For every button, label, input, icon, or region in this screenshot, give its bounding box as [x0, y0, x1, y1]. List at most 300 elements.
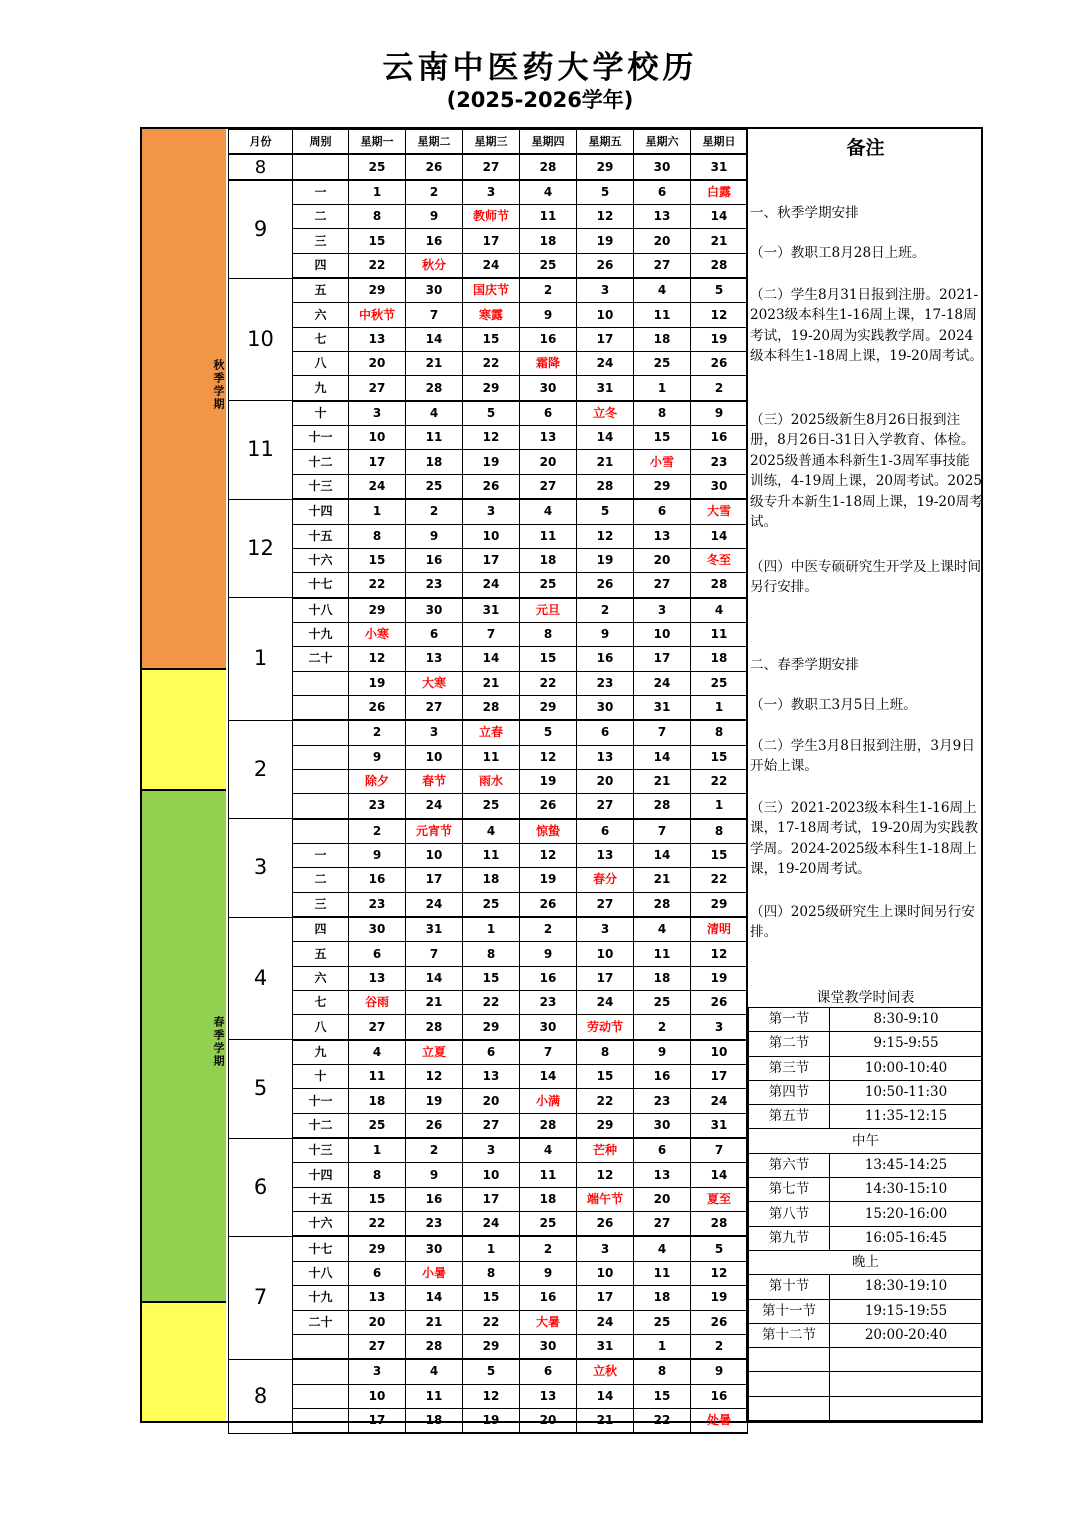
day-cell: 20: [634, 548, 691, 572]
class-time-row: [749, 1178, 983, 1202]
day-cell: 26: [691, 991, 748, 1015]
day-cell: 24: [463, 1212, 520, 1237]
day-cell: 9: [634, 1040, 691, 1065]
week-number-cell: 九: [293, 1040, 349, 1065]
day-cell: 22: [577, 1089, 634, 1113]
day-cell: 17: [406, 868, 463, 892]
day-cell: 21: [406, 991, 463, 1015]
day-cell: 18: [634, 966, 691, 990]
holiday-cell: 小雪: [634, 450, 691, 474]
day-cell: 5: [463, 1359, 520, 1384]
class-period-label: [749, 1348, 830, 1372]
week-number-cell: 十四: [293, 1163, 349, 1187]
day-cell: 14: [691, 205, 748, 229]
day-cell: 25: [634, 991, 691, 1015]
day-cell: 30: [349, 917, 406, 942]
week-number-cell: 十二: [293, 450, 349, 474]
day-cell: 3: [691, 1015, 748, 1040]
day-cell: 13: [634, 524, 691, 548]
holiday-cell: 清明: [691, 917, 748, 942]
day-cell: 3: [577, 917, 634, 942]
day-cell: 6: [634, 499, 691, 524]
day-cell: 18: [463, 868, 520, 892]
week-number-cell: 五: [293, 278, 349, 303]
day-cell: 23: [691, 450, 748, 474]
day-cell: 15: [691, 843, 748, 867]
day-cell: 28: [691, 1212, 748, 1237]
day-cell: 3: [349, 1359, 406, 1384]
class-period-label: [749, 1396, 830, 1420]
week-row: [229, 499, 748, 524]
class-time-row: [749, 1396, 983, 1420]
day-cell: 27: [634, 253, 691, 278]
week-row: [229, 180, 748, 205]
day-cell: 17: [634, 647, 691, 671]
day-cell: 16: [520, 966, 577, 990]
day-cell: 13: [349, 327, 406, 351]
week-number-cell: 十七: [293, 1236, 349, 1261]
class-period-label: 第十二节: [749, 1323, 830, 1347]
week-number-cell: [293, 1384, 349, 1408]
day-cell: 21: [634, 868, 691, 892]
day-cell: 1: [349, 180, 406, 205]
day-cell: 12: [691, 303, 748, 327]
week-row: [229, 450, 748, 474]
day-cell: 26: [577, 573, 634, 598]
day-cell: 22: [463, 1310, 520, 1334]
day-cell: 6: [406, 622, 463, 646]
week-row: [229, 1089, 748, 1113]
day-cell: 6: [463, 1040, 520, 1065]
day-cell: 13: [349, 1286, 406, 1310]
week-number-cell: 二十: [293, 647, 349, 671]
class-time-section: 中午: [749, 1129, 983, 1153]
class-time-row: [749, 1105, 983, 1129]
class-time-row: [749, 1153, 983, 1177]
week-row: [229, 1212, 748, 1237]
day-cell: 4: [520, 499, 577, 524]
day-cell: 12: [406, 1065, 463, 1089]
week-number-cell: 十六: [293, 1212, 349, 1237]
holiday-cell: 除夕: [349, 769, 406, 793]
day-cell: 19: [406, 1089, 463, 1113]
week-row: [229, 647, 748, 671]
class-time-row: [749, 1226, 983, 1250]
day-cell: 11: [520, 524, 577, 548]
day-cell: 8: [463, 1261, 520, 1285]
holiday-cell: 芒种: [577, 1138, 634, 1163]
week-row: [229, 1359, 748, 1384]
day-cell: 6: [349, 1261, 406, 1285]
week-number-cell: 四: [293, 253, 349, 278]
day-cell: 25: [520, 573, 577, 598]
week-number-cell: 三: [293, 892, 349, 917]
day-cell: 7: [463, 622, 520, 646]
day-cell: 15: [463, 1286, 520, 1310]
day-cell: 10: [406, 843, 463, 867]
day-cell: 1: [463, 917, 520, 942]
autumn-term-block: [142, 129, 226, 670]
note-spring-4: （四）2025级研究生上课时间另行安排。: [750, 904, 975, 941]
day-cell: 9: [349, 745, 406, 769]
week-number-cell: [293, 745, 349, 769]
class-period-time: 11:35-12:15: [830, 1105, 983, 1129]
day-cell: 11: [406, 426, 463, 450]
day-cell: 6: [520, 401, 577, 426]
day-cell: 6: [634, 1138, 691, 1163]
month-cell: 12: [229, 499, 293, 597]
day-cell: 3: [463, 499, 520, 524]
day-cell: 11: [520, 1163, 577, 1187]
day-cell: 1: [691, 695, 748, 720]
day-cell: 3: [577, 1236, 634, 1261]
day-cell: 28: [406, 1334, 463, 1359]
day-cell: 3: [634, 598, 691, 623]
day-cell: 5: [520, 720, 577, 745]
autumn-term-label: 秋季学期: [212, 359, 225, 411]
month-cell: 3: [229, 819, 293, 917]
week-number-cell: 八: [293, 1015, 349, 1040]
week-number-cell: 八: [293, 352, 349, 376]
week-number-cell: [293, 794, 349, 819]
day-cell: 23: [520, 991, 577, 1015]
day-cell: 2: [520, 1236, 577, 1261]
day-cell: 1: [634, 1334, 691, 1359]
day-cell: 16: [406, 1187, 463, 1211]
day-cell: 14: [577, 426, 634, 450]
day-cell: 27: [634, 1212, 691, 1237]
day-cell: 30: [520, 376, 577, 401]
day-cell: 27: [463, 1113, 520, 1138]
day-cell: 31: [463, 598, 520, 623]
day-cell: 8: [634, 1359, 691, 1384]
class-period-time: 16:05-16:45: [830, 1226, 983, 1250]
day-cell: 12: [691, 1261, 748, 1285]
day-cell: 27: [349, 1015, 406, 1040]
week-number-cell: 十七: [293, 573, 349, 598]
day-cell: 8: [691, 819, 748, 844]
day-cell: 16: [406, 548, 463, 572]
day-cell: 21: [634, 769, 691, 793]
day-cell: 17: [577, 1286, 634, 1310]
day-cell: 17: [349, 450, 406, 474]
day-cell: 17: [463, 1187, 520, 1211]
day-cell: 2: [577, 598, 634, 623]
holiday-cell: 立春: [463, 720, 520, 745]
week-row: [229, 205, 748, 229]
day-cell: 19: [463, 1408, 520, 1433]
week-row: [229, 401, 748, 426]
day-cell: 12: [520, 843, 577, 867]
day-cell: 29: [577, 1113, 634, 1138]
class-period-label: 第十节: [749, 1275, 830, 1299]
day-cell: 25: [634, 1310, 691, 1334]
day-cell: 13: [463, 1065, 520, 1089]
holiday-cell: 立冬: [577, 401, 634, 426]
week-number-cell: 二: [293, 205, 349, 229]
day-cell: 4: [691, 598, 748, 623]
day-cell: 29: [691, 892, 748, 917]
day-cell: 7: [406, 942, 463, 966]
day-cell: 16: [691, 426, 748, 450]
day-cell: 12: [463, 1384, 520, 1408]
day-cell: 1: [691, 794, 748, 819]
holiday-cell: 冬至: [691, 548, 748, 572]
day-cell: 9: [691, 1359, 748, 1384]
class-period-label: 第八节: [749, 1202, 830, 1226]
header-cell: 星期四: [520, 130, 577, 155]
day-cell: 25: [634, 352, 691, 376]
week-row: [229, 794, 748, 819]
day-cell: 30: [406, 598, 463, 623]
day-cell: 22: [463, 991, 520, 1015]
week-number-cell: 十四: [293, 499, 349, 524]
class-times-table: [748, 1007, 983, 1421]
day-cell: 10: [349, 1384, 406, 1408]
day-cell: 2: [406, 180, 463, 205]
month-cell: 4: [229, 917, 293, 1040]
day-cell: 14: [634, 843, 691, 867]
day-cell: 4: [520, 1138, 577, 1163]
day-cell: 9: [577, 622, 634, 646]
holiday-cell: 小满: [520, 1089, 577, 1113]
day-cell: 27: [349, 376, 406, 401]
week-number-cell: 十三: [293, 474, 349, 499]
day-cell: 9: [520, 1261, 577, 1285]
class-period-label: 第一节: [749, 1008, 830, 1032]
week-number-cell: 十一: [293, 1089, 349, 1113]
day-cell: 1: [463, 1236, 520, 1261]
day-cell: 18: [349, 1089, 406, 1113]
note-autumn-4: （四）中医专硕研究生开学及上课时间另行安排。: [750, 559, 982, 596]
day-cell: 4: [634, 917, 691, 942]
day-cell: 4: [349, 1040, 406, 1065]
month-cell: 5: [229, 1040, 293, 1138]
day-cell: 25: [520, 1212, 577, 1237]
day-cell: 26: [520, 892, 577, 917]
holiday-cell: 大暑: [520, 1310, 577, 1334]
day-cell: 28: [691, 573, 748, 598]
day-cell: 16: [577, 647, 634, 671]
summer-break-block: [142, 1303, 226, 1421]
day-cell: 23: [349, 794, 406, 819]
week-number-cell: 七: [293, 991, 349, 1015]
day-cell: 2: [349, 720, 406, 745]
day-cell: 1: [349, 1138, 406, 1163]
day-cell: 29: [463, 376, 520, 401]
day-cell: 12: [349, 647, 406, 671]
day-cell: 9: [520, 942, 577, 966]
day-cell: 11: [634, 303, 691, 327]
day-cell: 11: [463, 843, 520, 867]
week-row: [229, 695, 748, 720]
note-autumn-heading: 一、秋季学期安排: [750, 205, 859, 221]
week-row: [229, 1163, 748, 1187]
day-cell: 26: [577, 253, 634, 278]
day-cell: 21: [406, 1310, 463, 1334]
day-cell: 10: [634, 622, 691, 646]
header-row: [229, 130, 748, 155]
day-cell: 11: [634, 1261, 691, 1285]
day-cell: 19: [463, 450, 520, 474]
class-time-row: [749, 1275, 983, 1299]
page-title: 云南中医药大学校历: [382, 50, 698, 86]
holiday-cell: 处暑: [691, 1408, 748, 1433]
day-cell: 13: [520, 426, 577, 450]
day-cell: 2: [691, 1334, 748, 1359]
day-cell: 22: [349, 1212, 406, 1237]
week-row: [229, 1065, 748, 1089]
day-cell: 19: [691, 966, 748, 990]
day-cell: 3: [463, 180, 520, 205]
day-cell: 21: [577, 1408, 634, 1433]
day-cell: 22: [520, 671, 577, 695]
day-cell: 8: [349, 1163, 406, 1187]
week-row: [229, 376, 748, 401]
day-cell: 31: [577, 376, 634, 401]
week-number-cell: [293, 1408, 349, 1433]
day-cell: 27: [634, 573, 691, 598]
notes-title: 备注: [846, 137, 885, 159]
day-cell: 28: [634, 892, 691, 917]
day-cell: 26: [463, 474, 520, 499]
holiday-cell: 国庆节: [463, 278, 520, 303]
day-cell: 24: [349, 474, 406, 499]
class-time-section: 晚上: [749, 1250, 983, 1274]
week-row: [229, 1261, 748, 1285]
day-cell: 7: [691, 1138, 748, 1163]
week-number-cell: [293, 819, 349, 844]
day-cell: 14: [634, 745, 691, 769]
day-cell: 13: [634, 1163, 691, 1187]
day-cell: 27: [463, 154, 520, 179]
day-cell: 23: [406, 573, 463, 598]
day-cell: 5: [577, 180, 634, 205]
day-cell: 12: [577, 205, 634, 229]
day-cell: 23: [349, 892, 406, 917]
day-cell: 29: [520, 695, 577, 720]
week-number-cell: 五: [293, 942, 349, 966]
day-cell: 9: [406, 205, 463, 229]
week-number-cell: 十五: [293, 1187, 349, 1211]
day-cell: 27: [520, 474, 577, 499]
day-cell: 26: [520, 794, 577, 819]
day-cell: 16: [406, 229, 463, 253]
week-row: [229, 671, 748, 695]
holiday-cell: 霜降: [520, 352, 577, 376]
day-cell: 11: [406, 1384, 463, 1408]
day-cell: 13: [577, 745, 634, 769]
class-period-time: [830, 1348, 983, 1372]
spring-term-block: [142, 791, 226, 1303]
day-cell: 6: [577, 819, 634, 844]
day-cell: 17: [691, 1065, 748, 1089]
day-cell: 15: [577, 1065, 634, 1089]
day-cell: 13: [349, 966, 406, 990]
note-spring-2: （二）学生3月8日报到注册，3月9日开始上课。: [750, 738, 975, 775]
day-cell: 29: [349, 598, 406, 623]
day-cell: 19: [691, 327, 748, 351]
day-cell: 30: [577, 695, 634, 720]
day-cell: 24: [691, 1089, 748, 1113]
class-period-time: 9:15-9:55: [830, 1032, 983, 1056]
day-cell: 19: [520, 769, 577, 793]
week-row: [229, 966, 748, 990]
day-cell: 15: [634, 426, 691, 450]
day-cell: 20: [634, 229, 691, 253]
day-cell: 24: [406, 794, 463, 819]
class-time-row: [749, 1348, 983, 1372]
day-cell: 18: [520, 548, 577, 572]
day-cell: 15: [520, 647, 577, 671]
day-cell: 19: [577, 548, 634, 572]
note-spring-heading: 二、春季学期安排: [750, 657, 859, 673]
holiday-cell: 春节: [406, 769, 463, 793]
week-row: [229, 278, 748, 303]
week-number-cell: 十九: [293, 1286, 349, 1310]
day-cell: 10: [406, 745, 463, 769]
week-number-cell: 十八: [293, 598, 349, 623]
day-cell: 8: [349, 205, 406, 229]
week-row: [229, 229, 748, 253]
day-cell: 26: [691, 1310, 748, 1334]
day-cell: 9: [406, 1163, 463, 1187]
month-cell: 10: [229, 278, 293, 401]
day-cell: 11: [520, 205, 577, 229]
day-cell: 20: [349, 1310, 406, 1334]
class-time-row: [749, 1299, 983, 1323]
week-row: [229, 1384, 748, 1408]
week-row: [229, 991, 748, 1015]
day-cell: 14: [406, 1286, 463, 1310]
day-cell: 14: [463, 647, 520, 671]
week-number-cell: 十: [293, 1065, 349, 1089]
holiday-cell: 元旦: [520, 598, 577, 623]
day-cell: 30: [520, 1015, 577, 1040]
week-row: [229, 819, 748, 844]
day-cell: 30: [406, 278, 463, 303]
week-number-cell: [293, 1334, 349, 1359]
day-cell: 2: [634, 1015, 691, 1040]
holiday-cell: 雨水: [463, 769, 520, 793]
day-cell: 15: [463, 327, 520, 351]
week-row: [229, 1310, 748, 1334]
day-cell: 18: [406, 450, 463, 474]
day-cell: 19: [577, 229, 634, 253]
day-cell: 12: [520, 745, 577, 769]
week-number-cell: [293, 154, 349, 179]
day-cell: 2: [520, 917, 577, 942]
day-cell: 27: [349, 1334, 406, 1359]
week-row: [229, 1334, 748, 1359]
class-period-time: 19:15-19:55: [830, 1299, 983, 1323]
class-period-label: 第三节: [749, 1056, 830, 1080]
week-number-cell: [293, 720, 349, 745]
day-cell: 5: [577, 499, 634, 524]
week-row: [229, 573, 748, 598]
class-period-time: 20:00-20:40: [830, 1323, 983, 1347]
header-cell: 星期二: [406, 130, 463, 155]
day-cell: 8: [634, 401, 691, 426]
day-cell: 14: [406, 966, 463, 990]
week-number-cell: [293, 1359, 349, 1384]
day-cell: 3: [463, 1138, 520, 1163]
day-cell: 13: [520, 1384, 577, 1408]
class-time-section-row: [749, 1250, 983, 1274]
day-cell: 17: [577, 966, 634, 990]
week-row: [229, 868, 748, 892]
class-period-label: 第四节: [749, 1080, 830, 1104]
